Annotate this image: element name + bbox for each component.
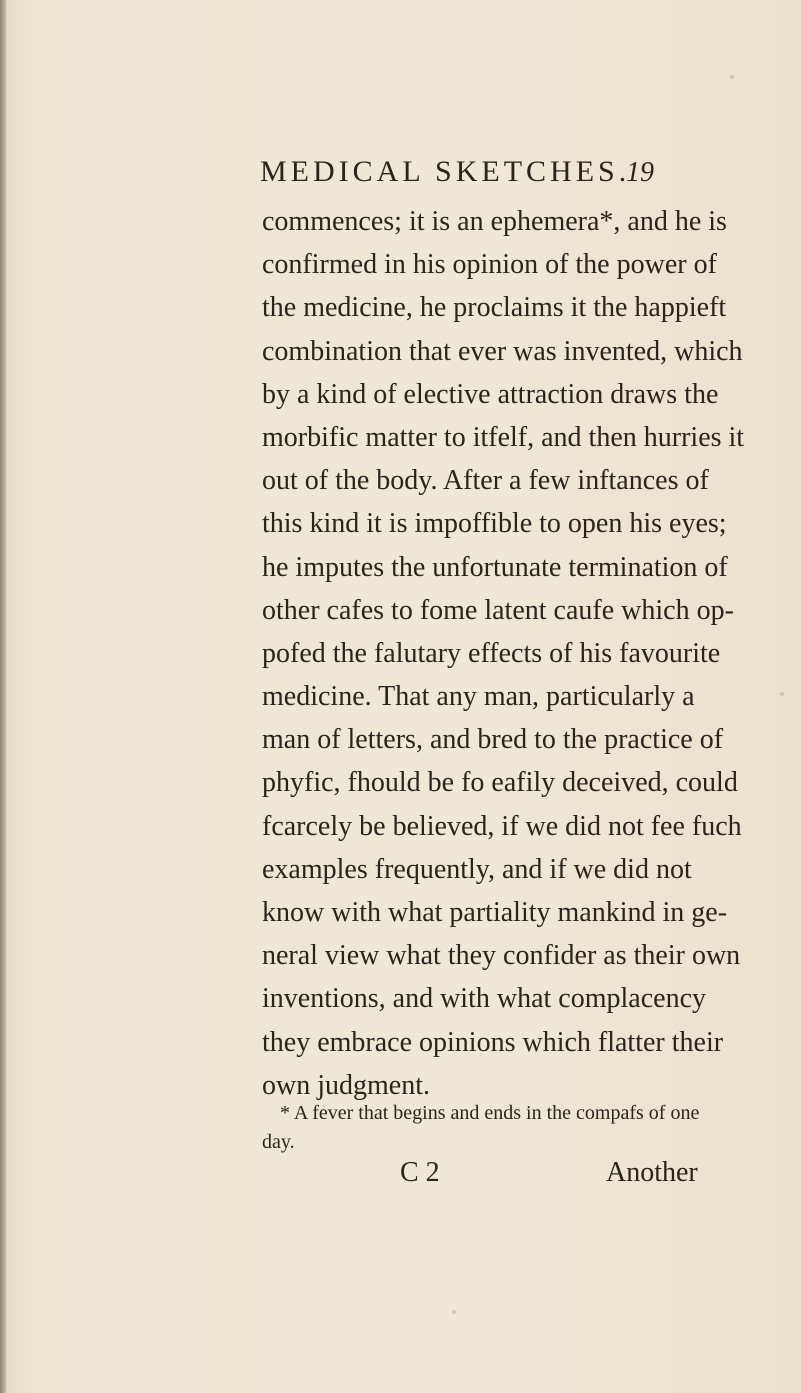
text-line: commences; it is an ephemera*, and he is (262, 206, 727, 237)
text-line: by a kind of elective attraction draws the (262, 378, 719, 410)
text-line: medicine. That any man, particularly a (262, 681, 695, 713)
text-line: pofed the falutary effects of his favourite (262, 637, 721, 669)
running-head: MEDICAL SKETCHES. (260, 155, 631, 188)
text-line: man of letters, and bred to the practice of (262, 724, 724, 756)
footnote-line: day. (262, 1131, 295, 1153)
text-line: other cafes to fome latent caufe which op- (262, 594, 734, 626)
page-binding-edge (0, 0, 6, 1393)
page-number: 19 (626, 157, 654, 188)
paper-blemish (452, 1310, 456, 1314)
paper-blemish (780, 692, 784, 696)
footnote (262, 1099, 782, 1157)
text-line: morbific matter to itfelf, and then hurries it (262, 421, 745, 453)
footnote-line: * A fever that begins and ends in the compafs of one (280, 1102, 700, 1124)
text-line: out of the body. After a few inftances of (262, 465, 709, 497)
text-line: this kind it is impoffible to open his eyes; (262, 508, 727, 540)
text-line: the medicine, he proclaims it the happieft (262, 292, 727, 324)
text-line: combination that ever was invented, which (262, 335, 743, 367)
text-line: own judgment. (262, 1069, 430, 1101)
text-line: phyfic, fhould be fo eafily deceived, could (262, 767, 738, 799)
text-line: he imputes the unfortunate termination of (262, 551, 728, 583)
paper-blemish (730, 75, 734, 79)
text-line: inventions, and with what complacency (262, 983, 706, 1015)
text-line: fcarcely be believed, if we did not fee fuch (262, 810, 742, 842)
text-line: they embrace opinions which flatter their (262, 1026, 724, 1058)
page-header (0, 155, 801, 199)
text-line: examples frequently, and if we did not (262, 853, 692, 885)
text-line: confirmed in his opinion of the power of (262, 249, 717, 281)
text-line: know with what partiality mankind in ge- (262, 897, 728, 928)
text-line: neral view what they confider as their own (262, 940, 741, 972)
body-text (262, 200, 801, 1107)
catchword: Another (606, 1157, 698, 1188)
signature-mark: C 2 (400, 1157, 440, 1188)
